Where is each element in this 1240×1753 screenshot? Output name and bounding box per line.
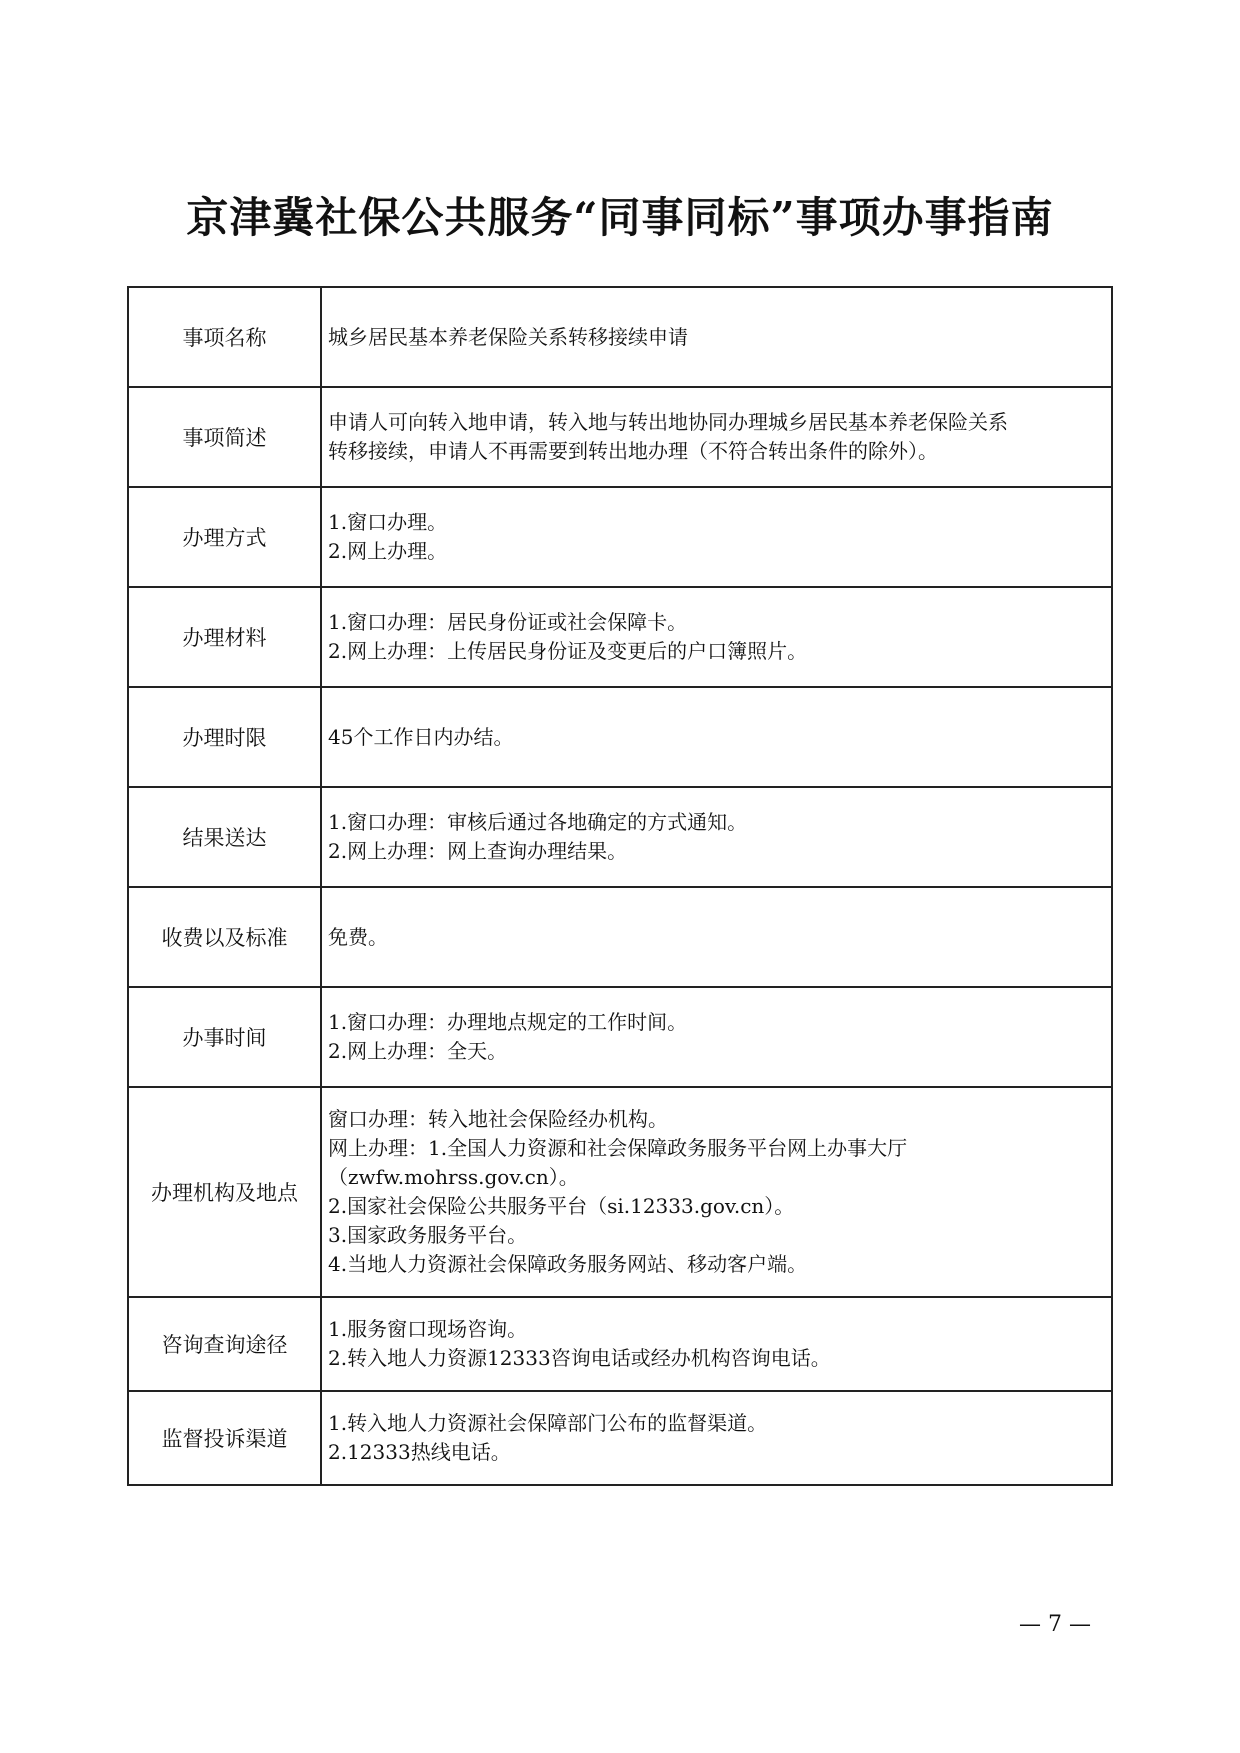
row-content xyxy=(321,587,1112,687)
table-row xyxy=(128,1087,1112,1297)
row-label: 收费以及标准 xyxy=(128,887,321,987)
content-line: 3.国家政务服务平台。 xyxy=(328,1223,528,1247)
content-line: 2.转入地人力资源12333咨询电话或经办机构咨询电话。 xyxy=(328,1346,831,1370)
content-line: 城乡居民基本养老保险关系转移接续申请 xyxy=(328,324,688,349)
row-label: 办理时限 xyxy=(128,687,321,787)
row-content xyxy=(321,787,1112,887)
table-row xyxy=(128,587,1112,687)
row-label: 办理材料 xyxy=(128,587,321,687)
content-line: 45个工作日内办结。 xyxy=(328,724,514,749)
content-line: 1.窗口办理：审核后通过各地确定的方式通知。 xyxy=(328,810,748,834)
row-content xyxy=(321,987,1112,1087)
page-number: — 7 — xyxy=(1019,1612,1091,1637)
row-label: 监督投诉渠道 xyxy=(128,1391,321,1485)
table-row xyxy=(128,887,1112,987)
content-line: 网上办理：1.全国人力资源和社会保障政务服务平台网上办事大厅 xyxy=(328,1136,908,1160)
content-line: 1.服务窗口现场咨询。 xyxy=(328,1317,528,1341)
table-row xyxy=(128,787,1112,887)
row-label: 办理机构及地点 xyxy=(128,1087,321,1297)
content-line: 2.网上办理：网上查询办理结果。 xyxy=(328,839,628,863)
content-line: 2.网上办理：上传居民身份证及变更后的户口簿照片。 xyxy=(328,639,808,663)
table-row xyxy=(128,387,1112,487)
row-content xyxy=(321,1297,1112,1391)
table-row xyxy=(128,287,1112,387)
content-line: 免费。 xyxy=(328,924,388,949)
content-line: 2.12333热线电话。 xyxy=(328,1440,511,1464)
row-label: 事项简述 xyxy=(128,387,321,487)
content-line: 转移接续，申请人不再需要到转出地办理（不符合转出条件的除外）。 xyxy=(328,439,938,463)
row-content xyxy=(321,287,1112,387)
content-line: 1.窗口办理：办理地点规定的工作时间。 xyxy=(328,1010,688,1034)
row-content xyxy=(321,687,1112,787)
table-row xyxy=(128,987,1112,1087)
row-content xyxy=(321,1391,1112,1485)
content-line: 2.国家社会保险公共服务平台（si.12333.gov.cn）。 xyxy=(328,1194,795,1218)
content-line: 2.网上办理：全天。 xyxy=(328,1039,508,1063)
content-line: 1.窗口办理：居民身份证或社会保障卡。 xyxy=(328,610,688,634)
row-label: 办事时间 xyxy=(128,987,321,1087)
content-line: 2.网上办理。 xyxy=(328,539,448,563)
row-label: 结果送达 xyxy=(128,787,321,887)
content-line: 申请人可向转入地申请，转入地与转出地协同办理城乡居民基本养老保险关系 xyxy=(328,410,1008,434)
table-row xyxy=(128,687,1112,787)
table-row xyxy=(128,487,1112,587)
content-line: 4.当地人力资源社会保障政务服务网站、移动客户端。 xyxy=(328,1252,808,1276)
row-content xyxy=(321,887,1112,987)
table-row xyxy=(128,1297,1112,1391)
table-row xyxy=(128,1391,1112,1485)
row-label: 办理方式 xyxy=(128,487,321,587)
row-content xyxy=(321,387,1112,487)
guide-table xyxy=(127,286,1113,1486)
content-line: （zwfw.mohrss.gov.cn）。 xyxy=(328,1165,579,1189)
content-line: 1.窗口办理。 xyxy=(328,510,448,534)
content-line: 窗口办理：转入地社会保险经办机构。 xyxy=(328,1107,668,1131)
document-title: 京津冀社保公共服务“同事同标”事项办事指南 xyxy=(186,193,1054,242)
row-label: 咨询查询途径 xyxy=(128,1297,321,1391)
row-label: 事项名称 xyxy=(128,287,321,387)
row-content xyxy=(321,1087,1112,1297)
content-line: 1.转入地人力资源社会保障部门公布的监督渠道。 xyxy=(328,1411,768,1435)
row-content xyxy=(321,487,1112,587)
